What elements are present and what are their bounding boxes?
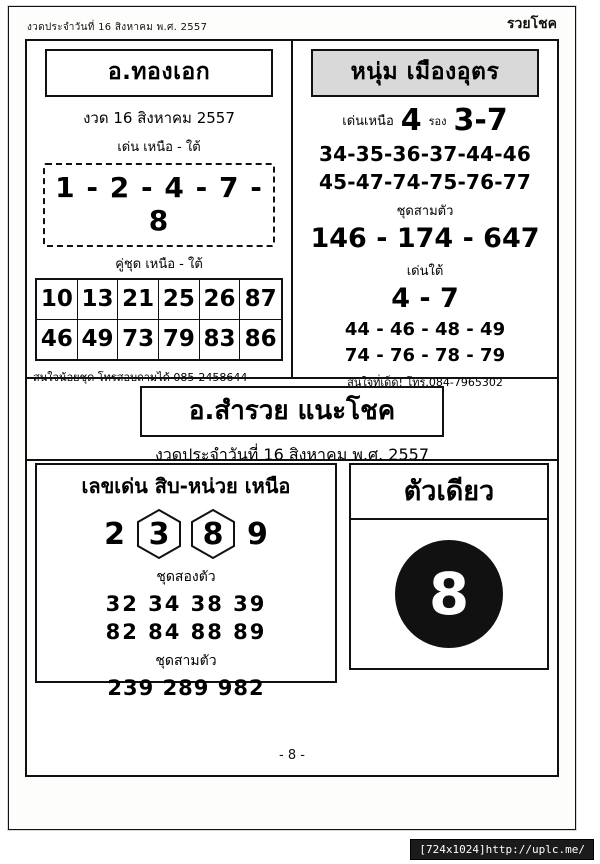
bottom-right-title: ตัวเดียว [349,463,549,520]
hex-number-plain: 2 [104,516,125,552]
right-headline-sublabel: รอง [428,114,447,128]
bottom-section [27,457,557,775]
left-contact: สนใจน้อยชุด โทรสอบถามได้ 085-2458644 [33,371,248,384]
right-three-digit-row: 146 - 174 - 647 [310,223,540,254]
left-pairs-label: คู่ชุด เหนือ - ใต้ [115,257,203,272]
scanned-page [8,6,576,830]
pair-label: ชุดสองตัว [156,569,216,585]
pair-row-1: 32 34 38 39 [105,592,267,616]
right-headline-label: เด่นเหนือ [342,114,394,129]
footer-watermark: [724x1024]http://uplc.me/ [410,839,594,860]
banner-title: อ.สำรวย แนะโชค [140,386,444,437]
grid-cell: 83 [200,320,241,359]
grid-cell: 79 [159,320,200,359]
left-number-grid [35,278,283,361]
triple-label: ชุดสามตัว [155,653,217,669]
header-date: งวดประจำวันที่ 16 สิงหาคม พ.ศ. 2557 [27,22,208,33]
grid-cell: 73 [118,320,159,359]
banner-subtitle: งวดประจำวันที่ 16 สิงหาคม พ.ศ. 2557 [154,445,429,464]
grid-cell: 26 [200,280,241,320]
grid-cell: 46 [37,320,78,359]
right-bottom-label: เด่นใต้ [406,264,444,279]
bottom-left-title: เลขเด่น สิบ-หน่วย เหนือ [81,474,291,498]
page-number: - 8 - [279,748,305,763]
right-bottom-row-1: 44 - 46 - 48 - 49 [344,319,506,340]
hex-number-row [37,508,335,560]
left-draw-date: งวด 16 สิงหาคม 2557 [83,109,235,127]
bottom-left-panel [27,457,345,775]
right-two-digit-row-1: 34-35-36-37-44-46 [319,142,531,166]
right-contact: สนใจที่เด็ด! โทร.084-7965302 [347,376,503,389]
content-frame [25,39,559,777]
triple-row: 239 289 982 [107,676,265,700]
grid-cell: 13 [78,280,119,320]
left-panel-title: อ.ทองเอก [45,49,273,97]
grid-cell: 21 [118,280,159,320]
single-number-circle: 8 [395,540,503,648]
hex-number-boxed [189,508,237,560]
banner-section [27,377,557,464]
hex-number-value: 3 [148,516,170,552]
right-two-digit-row-2: 45-47-74-75-76-77 [319,170,531,194]
grid-cell: 49 [78,320,119,359]
top-section [27,41,557,389]
pair-row-2: 82 84 88 89 [105,620,267,644]
header-publication: รวยโชค [507,16,557,32]
left-panel [27,41,293,384]
right-panel [293,41,557,389]
bottom-right-panel [345,457,557,775]
grid-cell: 87 [240,280,281,320]
grid-cell: 10 [37,280,78,320]
left-main-numbers: 1 - 2 - 4 - 7 - 8 [43,163,275,247]
right-headline [293,103,557,138]
right-headline-number2: 3-7 [453,103,508,138]
grid-cell: 86 [244,326,277,352]
right-bottom-big: 4 - 7 [391,283,459,314]
hex-number-value: 8 [202,516,224,552]
bottom-right-box [349,520,549,670]
grid-cell: 25 [159,280,200,320]
hex-number-plain: 9 [247,516,268,552]
right-headline-number: 4 [400,103,422,138]
page-header [27,17,557,35]
right-three-digit-label: ชุดสามตัว [396,204,454,219]
left-top-label: เด่น เหนือ - ใต้ [117,140,201,155]
hex-number-boxed [135,508,183,560]
right-bottom-row-2: 74 - 76 - 78 - 79 [344,345,506,366]
right-panel-title: หนุ่ม เมืองอุตร [311,49,539,97]
